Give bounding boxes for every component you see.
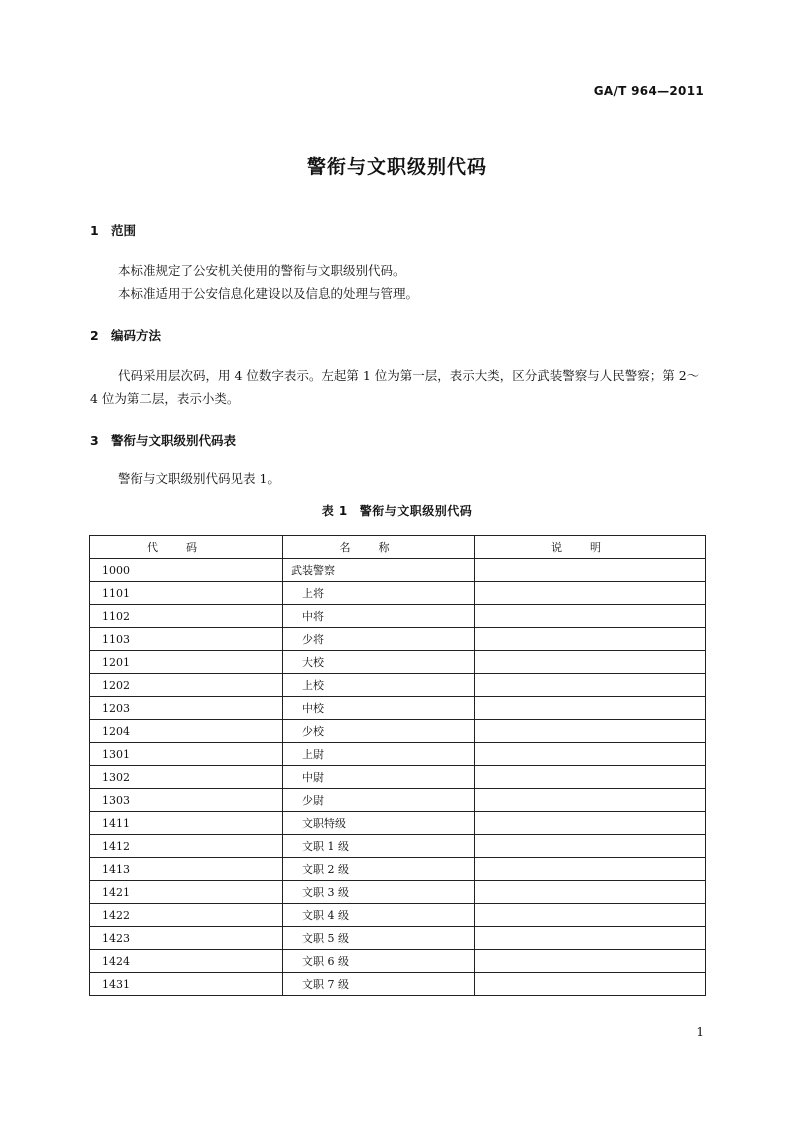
code-cell: 1203	[90, 697, 283, 720]
document-title: 警衔与文职级别代码	[306, 156, 487, 178]
code-cell: 1103	[90, 628, 283, 651]
code-cell: 1424	[90, 950, 283, 973]
note-cell	[475, 628, 706, 651]
code-cell: 1101	[90, 582, 283, 605]
table-row	[90, 812, 706, 835]
code-cell: 1423	[90, 927, 283, 950]
note-cell	[475, 697, 706, 720]
table-row	[90, 628, 706, 651]
section-1-heading	[90, 221, 136, 239]
note-cell	[475, 812, 706, 835]
note-cell	[475, 559, 706, 582]
code-cell: 1422	[90, 904, 283, 927]
name-cell: 大校	[283, 651, 475, 674]
name-cell: 少校	[283, 720, 475, 743]
table-header-row	[90, 536, 706, 559]
table-row	[90, 858, 706, 881]
table-row	[90, 697, 706, 720]
note-cell	[475, 881, 706, 904]
table-row	[90, 950, 706, 973]
table-row	[90, 605, 706, 628]
note-cell	[475, 605, 706, 628]
note-cell	[475, 582, 706, 605]
code-cell: 1431	[90, 973, 283, 996]
name-cell: 文职 4 级	[283, 904, 475, 927]
name-cell: 文职特级	[283, 812, 475, 835]
table-row	[90, 651, 706, 674]
table-row	[90, 789, 706, 812]
name-cell: 少尉	[283, 789, 475, 812]
note-cell	[475, 858, 706, 881]
name-cell: 中校	[283, 697, 475, 720]
note-cell	[475, 835, 706, 858]
section-2-paragraph-1: 代码采用层次码，用 4 位数字表示。左起第 1 位为第一层，表示大类，区分武装警察与人民警察；第 2～4 位为第二层，表示小类。	[90, 368, 700, 406]
column-header-code: 代码	[90, 536, 283, 559]
code-cell: 1421	[90, 881, 283, 904]
section-number: 3	[90, 433, 99, 448]
table-caption-title: 警衔与文职级别代码	[359, 504, 473, 518]
table-caption	[0, 502, 794, 519]
section-2-heading	[90, 326, 161, 344]
section-title: 警衔与文职级别代码表	[111, 433, 237, 448]
table-row	[90, 881, 706, 904]
name-cell: 武装警察	[283, 559, 475, 582]
note-cell	[475, 973, 706, 996]
table-caption-number: 表 1	[321, 504, 348, 518]
section-3-heading	[90, 431, 236, 449]
table-row	[90, 559, 706, 582]
name-cell: 中尉	[283, 766, 475, 789]
code-cell: 1303	[90, 789, 283, 812]
name-cell: 文职 5 级	[283, 927, 475, 950]
column-header-note: 说明	[475, 536, 706, 559]
code-cell: 1411	[90, 812, 283, 835]
code-cell: 1102	[90, 605, 283, 628]
table-row	[90, 973, 706, 996]
name-cell: 上尉	[283, 743, 475, 766]
code-cell: 1201	[90, 651, 283, 674]
note-cell	[475, 743, 706, 766]
table-row	[90, 743, 706, 766]
table-row	[90, 720, 706, 743]
page-number: 1	[696, 1025, 704, 1039]
table-row	[90, 582, 706, 605]
section-number: 1	[90, 223, 99, 238]
note-cell	[475, 651, 706, 674]
code-cell: 1204	[90, 720, 283, 743]
section-1-paragraph-2: 本标准适用于公安信息化建设以及信息的处理与管理。	[118, 286, 419, 301]
table-row	[90, 835, 706, 858]
section-title: 编码方法	[111, 328, 162, 343]
section-3-paragraph-1: 警衔与文职级别代码见表 1。	[118, 471, 280, 486]
standard-code: GA/T 964—2011	[593, 84, 704, 98]
table-row	[90, 766, 706, 789]
note-cell	[475, 927, 706, 950]
name-cell: 文职 3 级	[283, 881, 475, 904]
code-cell: 1412	[90, 835, 283, 858]
note-cell	[475, 720, 706, 743]
name-cell: 少将	[283, 628, 475, 651]
note-cell	[475, 674, 706, 697]
code-cell: 1301	[90, 743, 283, 766]
code-cell: 1000	[90, 559, 283, 582]
name-cell: 上校	[283, 674, 475, 697]
code-cell: 1302	[90, 766, 283, 789]
note-cell	[475, 904, 706, 927]
name-cell: 文职 1 级	[283, 835, 475, 858]
section-title: 范围	[111, 223, 137, 238]
table-body	[90, 559, 706, 996]
column-header-name: 名称	[283, 536, 475, 559]
section-1-paragraph-1: 本标准规定了公安机关使用的警衔与文职级别代码。	[118, 263, 406, 278]
code-table	[89, 535, 706, 996]
table-row	[90, 927, 706, 950]
code-cell: 1202	[90, 674, 283, 697]
note-cell	[475, 766, 706, 789]
name-cell: 上将	[283, 582, 475, 605]
name-cell: 中将	[283, 605, 475, 628]
section-number: 2	[90, 328, 99, 343]
table-row	[90, 674, 706, 697]
table-row	[90, 904, 706, 927]
name-cell: 文职 6 级	[283, 950, 475, 973]
name-cell: 文职 7 级	[283, 973, 475, 996]
code-cell: 1413	[90, 858, 283, 881]
note-cell	[475, 950, 706, 973]
name-cell: 文职 2 级	[283, 858, 475, 881]
note-cell	[475, 789, 706, 812]
